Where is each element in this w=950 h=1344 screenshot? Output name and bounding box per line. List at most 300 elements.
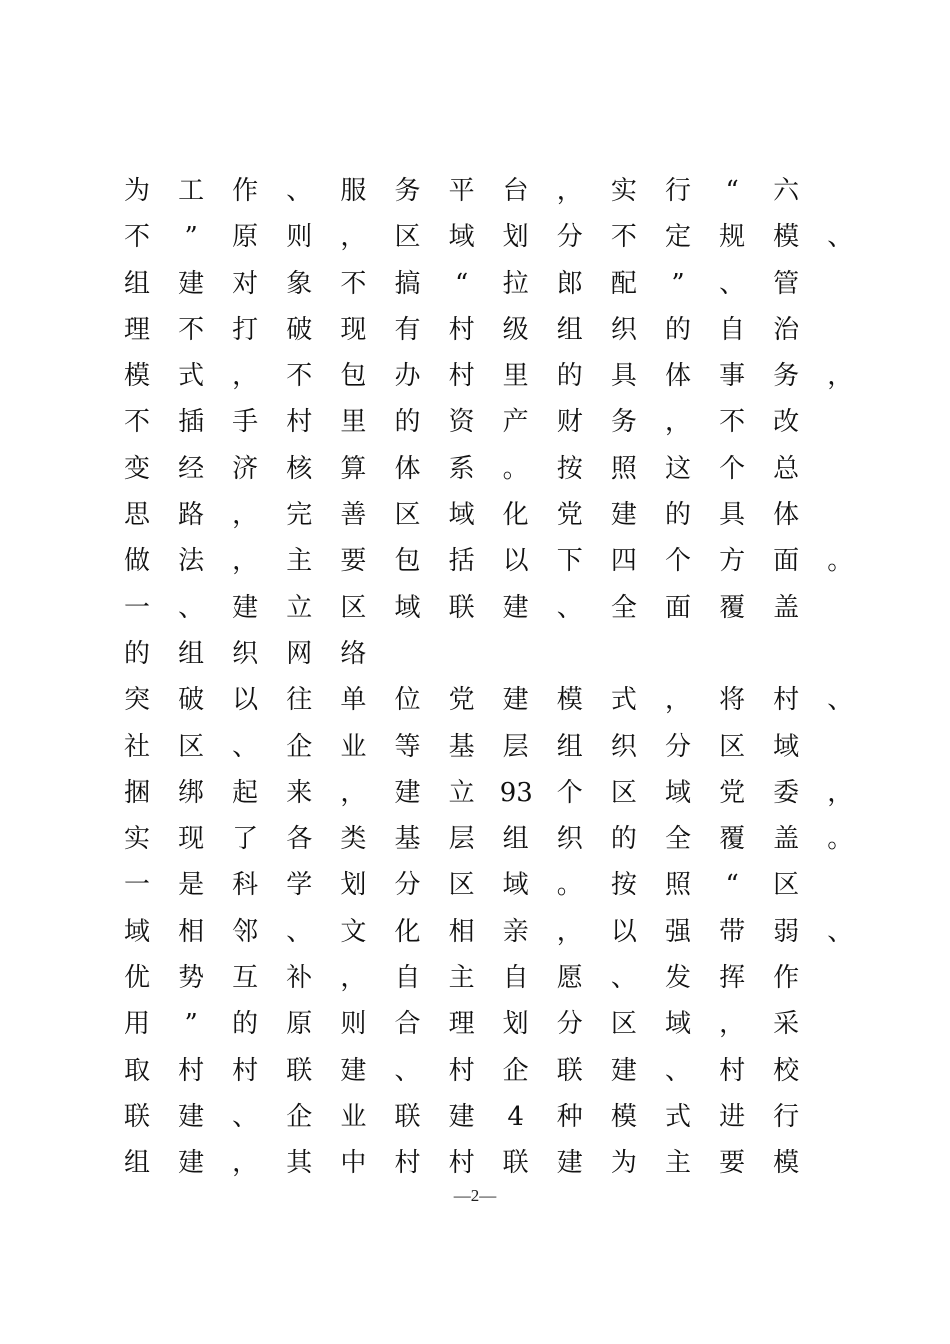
text-line — [0, 816, 950, 862]
text-glyph: ， — [232, 361, 259, 392]
text-line — [0, 538, 950, 584]
text-glyph: 有 — [394, 314, 421, 345]
text-glyph: 基 — [394, 824, 421, 855]
text-line — [0, 909, 950, 955]
text-glyph: 不 — [610, 222, 637, 253]
text-glyph: 单 — [340, 685, 367, 716]
text-glyph: 务 — [773, 361, 800, 392]
text-glyph: ” — [184, 1009, 198, 1040]
text-glyph: ” — [671, 268, 685, 299]
text-glyph: 管 — [773, 268, 800, 299]
text-glyph: 、 — [394, 1055, 421, 1086]
text-glyph: 式 — [664, 1101, 691, 1132]
text-glyph: ， — [556, 176, 583, 206]
page-number: —2— — [453, 1186, 497, 1205]
text-line — [0, 1094, 950, 1140]
text-glyph: 织 — [556, 824, 583, 855]
text-glyph: 组 — [123, 268, 150, 299]
text-glyph: 挥 — [719, 963, 746, 994]
text-glyph: 、 — [232, 731, 259, 762]
text-glyph: 资 — [448, 407, 475, 438]
text-glyph: 、 — [178, 592, 205, 623]
text-glyph: 域 — [448, 500, 475, 531]
text-line — [0, 770, 950, 816]
text-glyph: 的 — [664, 314, 691, 345]
text-glyph: 按 — [610, 870, 637, 901]
text-glyph: 实 — [123, 824, 150, 855]
text-glyph: 服 — [340, 176, 367, 206]
text-glyph: 个 — [556, 777, 583, 808]
text-glyph: 、 — [286, 176, 313, 206]
text-glyph: 党 — [448, 685, 475, 716]
text-glyph: 用 — [123, 1009, 150, 1040]
text-glyph: 、 — [827, 916, 854, 947]
text-glyph: 路 — [178, 500, 205, 531]
text-glyph: ， — [827, 777, 854, 808]
text-glyph: 四 — [610, 546, 637, 577]
text-glyph: 主 — [286, 546, 313, 577]
text-glyph: ， — [664, 407, 691, 438]
text-glyph: 不 — [178, 314, 205, 345]
text-glyph: 相 — [178, 916, 205, 947]
text-glyph: 发 — [664, 963, 691, 994]
text-glyph: 文 — [340, 916, 367, 947]
text-glyph: 手 — [232, 407, 259, 438]
text-glyph: 建 — [610, 500, 637, 531]
text-glyph: 做 — [123, 546, 150, 577]
text-glyph: 模 — [610, 1101, 637, 1132]
text-glyph: 系 — [448, 453, 475, 484]
text-glyph: 是 — [178, 870, 205, 901]
body-text — [0, 168, 950, 1187]
text-glyph: 势 — [178, 963, 205, 994]
text-glyph: 种 — [556, 1101, 583, 1132]
text-glyph: 域 — [664, 1009, 691, 1040]
text-glyph: 总 — [773, 453, 800, 484]
text-glyph: 务 — [394, 176, 421, 206]
text-glyph: 村 — [448, 1148, 475, 1179]
text-glyph: ， — [827, 361, 854, 392]
text-glyph: 的 — [664, 500, 691, 531]
text-glyph: 组 — [178, 638, 205, 669]
text-glyph: 一 — [123, 592, 150, 623]
text-glyph: 原 — [286, 1009, 313, 1040]
text-glyph: 、 — [827, 685, 854, 716]
text-glyph: ， — [556, 916, 583, 947]
text-glyph: 的 — [232, 1009, 259, 1040]
text-glyph: 村 — [286, 407, 313, 438]
text-glyph: 来 — [286, 777, 313, 808]
text-glyph: 个 — [719, 453, 746, 484]
text-glyph: 破 — [286, 314, 313, 345]
text-glyph: 区 — [719, 731, 746, 762]
text-glyph: 照 — [664, 870, 691, 901]
text-glyph: 全 — [664, 824, 691, 855]
text-line — [0, 862, 950, 908]
text-glyph: 取 — [123, 1055, 150, 1086]
text-glyph: 则 — [286, 222, 313, 253]
text-glyph: 网 — [286, 638, 313, 669]
text-glyph: 联 — [394, 1101, 421, 1132]
text-glyph: 拉 — [502, 268, 529, 299]
text-glyph: 经 — [178, 453, 205, 484]
text-glyph: 模 — [773, 1148, 800, 1179]
text-glyph: 建 — [502, 592, 529, 623]
text-glyph: 下 — [556, 546, 583, 577]
text-glyph: 核 — [286, 453, 313, 484]
text-glyph: ， — [232, 546, 259, 577]
text-glyph: 区 — [610, 777, 637, 808]
text-glyph: 划 — [502, 1009, 529, 1040]
text-glyph: 算 — [340, 453, 367, 484]
text-glyph: 组 — [556, 731, 583, 762]
text-glyph: 亲 — [502, 916, 529, 947]
text-glyph: 对 — [232, 268, 259, 299]
text-glyph: 面 — [773, 546, 800, 577]
text-glyph: 学 — [286, 870, 313, 901]
text-glyph: 突 — [123, 685, 150, 716]
text-line — [0, 307, 950, 353]
text-glyph: 建 — [610, 1055, 637, 1086]
text-glyph: 体 — [664, 361, 691, 392]
text-glyph: 相 — [448, 916, 475, 947]
text-glyph: 办 — [394, 361, 421, 392]
text-glyph: ， — [340, 777, 367, 808]
text-glyph: 、 — [827, 222, 854, 253]
text-glyph: 、 — [664, 1055, 691, 1086]
text-glyph: 弱 — [773, 916, 800, 947]
text-glyph: 联 — [502, 1148, 529, 1179]
text-glyph: 区 — [773, 870, 800, 901]
text-glyph: 立 — [448, 777, 475, 808]
text-glyph: 则 — [340, 1009, 367, 1040]
text-glyph: 党 — [556, 500, 583, 531]
text-glyph: 平 — [448, 176, 475, 206]
text-glyph: ， — [232, 1148, 259, 1179]
text-glyph: ， — [719, 1009, 746, 1040]
text-line — [0, 446, 950, 492]
text-glyph: 覆 — [719, 824, 746, 855]
text-glyph: 的 — [394, 407, 421, 438]
text-glyph: 等 — [394, 731, 421, 762]
text-glyph: 络 — [340, 638, 367, 669]
text-glyph: 中 — [340, 1148, 367, 1179]
text-glyph: 、 — [232, 1101, 259, 1132]
text-glyph: 区 — [340, 592, 367, 623]
text-glyph: 村 — [448, 1055, 475, 1086]
text-glyph: 具 — [719, 500, 746, 531]
text-glyph: 务 — [610, 407, 637, 438]
text-glyph: 现 — [340, 314, 367, 345]
text-glyph: 行 — [664, 176, 691, 206]
text-glyph: ， — [340, 963, 367, 994]
text-glyph: 强 — [664, 916, 691, 947]
text-glyph: 行 — [773, 1101, 800, 1132]
text-glyph: 建 — [178, 268, 205, 299]
text-glyph: 济 — [232, 453, 259, 484]
text-glyph: ” — [184, 222, 198, 253]
text-glyph: 产 — [502, 407, 529, 438]
text-glyph: 盖 — [773, 592, 800, 623]
text-line — [0, 955, 950, 1001]
text-line — [0, 1001, 950, 1047]
text-glyph: 为 — [610, 1148, 637, 1179]
text-glyph: 合 — [394, 1009, 421, 1040]
text-line — [0, 1140, 950, 1186]
text-glyph: 区 — [610, 1009, 637, 1040]
text-glyph: 联 — [556, 1055, 583, 1086]
text-glyph: 思 — [123, 500, 150, 531]
text-glyph: 愿 — [556, 963, 583, 994]
text-glyph: ， — [664, 685, 691, 716]
text-glyph: 联 — [286, 1055, 313, 1086]
text-glyph: 自 — [502, 963, 529, 994]
text-glyph: 以 — [502, 546, 529, 577]
text-glyph: 分 — [664, 731, 691, 762]
text-glyph: 要 — [340, 546, 367, 577]
text-glyph: 优 — [123, 963, 150, 994]
text-glyph: 式 — [610, 685, 637, 716]
text-glyph: 破 — [178, 685, 205, 716]
text-glyph: 村 — [394, 1148, 421, 1179]
text-glyph: 化 — [394, 916, 421, 947]
text-glyph: 层 — [502, 731, 529, 762]
text-glyph: 建 — [340, 1055, 367, 1086]
text-glyph: 。 — [502, 453, 529, 484]
text-line — [0, 214, 950, 260]
text-glyph: 的 — [610, 824, 637, 855]
text-line — [0, 399, 950, 445]
text-glyph: 现 — [178, 824, 205, 855]
text-glyph: 业 — [340, 1101, 367, 1132]
text-glyph: 六 — [773, 176, 800, 206]
text-glyph: 捆 — [123, 777, 150, 808]
text-glyph: 一 — [123, 870, 150, 901]
text-glyph: ， — [340, 222, 367, 253]
text-line — [0, 1048, 950, 1094]
text-glyph: 起 — [232, 777, 259, 808]
text-glyph: 业 — [340, 731, 367, 762]
text-glyph: 、 — [286, 916, 313, 947]
text-glyph: 象 — [286, 268, 313, 299]
text-glyph: 配 — [610, 268, 637, 299]
text-glyph: 域 — [664, 777, 691, 808]
text-glyph: 事 — [719, 361, 746, 392]
text-line — [0, 677, 950, 723]
text-glyph: 联 — [123, 1101, 150, 1132]
text-glyph: 往 — [286, 685, 313, 716]
text-glyph: 93 — [499, 777, 533, 808]
text-glyph: 区 — [394, 500, 421, 531]
text-glyph: 以 — [232, 685, 259, 716]
text-glyph: 包 — [340, 361, 367, 392]
text-glyph: 照 — [610, 453, 637, 484]
text-glyph: 实 — [610, 176, 637, 206]
text-glyph: 要 — [719, 1148, 746, 1179]
text-glyph: 区 — [178, 731, 205, 762]
text-glyph: 理 — [448, 1009, 475, 1040]
text-glyph: 不 — [340, 268, 367, 299]
text-glyph: 邻 — [232, 916, 259, 947]
text-glyph: 域 — [502, 870, 529, 901]
text-glyph: 织 — [232, 638, 259, 669]
text-glyph: 完 — [286, 500, 313, 531]
text-glyph: 化 — [502, 500, 529, 531]
text-glyph: 村 — [232, 1055, 259, 1086]
text-glyph: 织 — [610, 314, 637, 345]
text-glyph: 建 — [178, 1101, 205, 1132]
text-glyph: 理 — [123, 314, 150, 345]
text-glyph: 将 — [719, 685, 746, 716]
text-glyph: 村 — [773, 685, 800, 716]
text-glyph: 模 — [556, 685, 583, 716]
text-glyph: 。 — [827, 546, 854, 577]
text-glyph: 里 — [340, 407, 367, 438]
text-glyph: 原 — [232, 222, 259, 253]
text-glyph: 具 — [610, 361, 637, 392]
text-glyph: 补 — [286, 963, 313, 994]
text-glyph: 党 — [719, 777, 746, 808]
text-glyph: 建 — [556, 1148, 583, 1179]
text-glyph: 台 — [502, 176, 529, 206]
text-glyph: 划 — [340, 870, 367, 901]
text-glyph: 变 — [123, 453, 150, 484]
text-glyph: 织 — [610, 731, 637, 762]
text-glyph: 建 — [178, 1148, 205, 1179]
text-glyph: 的 — [123, 638, 150, 669]
text-glyph: 主 — [448, 963, 475, 994]
text-glyph: 基 — [448, 731, 475, 762]
text-line — [0, 724, 950, 770]
text-glyph: 建 — [232, 592, 259, 623]
text-glyph: 这 — [664, 453, 691, 484]
text-glyph: 按 — [556, 453, 583, 484]
text-glyph: 村 — [448, 361, 475, 392]
text-glyph: 包 — [394, 546, 421, 577]
text-glyph: 带 — [719, 916, 746, 947]
text-glyph: 分 — [394, 870, 421, 901]
text-glyph: 法 — [178, 546, 205, 577]
text-glyph: ， — [232, 500, 259, 531]
text-glyph: 规 — [719, 222, 746, 253]
text-glyph: 分 — [556, 222, 583, 253]
text-glyph: 郎 — [556, 268, 583, 299]
text-glyph: 个 — [664, 546, 691, 577]
text-glyph: 其 — [286, 1148, 313, 1179]
text-glyph: 括 — [448, 546, 475, 577]
text-glyph: 建 — [394, 777, 421, 808]
text-glyph: 工 — [178, 176, 205, 206]
text-glyph: 打 — [232, 314, 259, 345]
text-glyph: 各 — [286, 824, 313, 855]
text-glyph: 划 — [502, 222, 529, 253]
text-glyph: 组 — [502, 824, 529, 855]
text-glyph: “ — [454, 268, 469, 299]
text-glyph: 4 — [507, 1101, 524, 1132]
text-glyph: 、 — [719, 268, 746, 299]
text-glyph: 式 — [178, 361, 205, 392]
text-glyph: 位 — [394, 685, 421, 716]
text-glyph: 覆 — [719, 592, 746, 623]
text-glyph: 联 — [448, 592, 475, 623]
text-glyph: 采 — [773, 1009, 800, 1040]
text-glyph: 模 — [123, 361, 150, 392]
text-glyph: 级 — [502, 314, 529, 345]
text-glyph: 企 — [286, 731, 313, 762]
text-glyph: 方 — [719, 546, 746, 577]
text-glyph: 委 — [773, 777, 800, 808]
text-glyph: 、 — [556, 592, 583, 623]
heading-line — [0, 585, 950, 631]
text-glyph: 模 — [773, 222, 800, 253]
text-glyph: 盖 — [773, 824, 800, 855]
text-glyph: 善 — [340, 500, 367, 531]
text-glyph: 域 — [448, 222, 475, 253]
text-glyph: 定 — [664, 222, 691, 253]
text-glyph: 不 — [123, 407, 150, 438]
text-glyph: 面 — [664, 592, 691, 623]
text-glyph: 的 — [556, 361, 583, 392]
text-glyph: 自 — [394, 963, 421, 994]
text-glyph: 作 — [773, 963, 800, 994]
text-glyph: 治 — [773, 314, 800, 345]
text-glyph: 主 — [664, 1148, 691, 1179]
text-glyph: 自 — [719, 314, 746, 345]
text-glyph: 体 — [394, 453, 421, 484]
text-glyph: “ — [725, 176, 739, 206]
text-glyph: 区 — [394, 222, 421, 253]
text-glyph: 不 — [123, 222, 150, 253]
text-glyph: 村 — [178, 1055, 205, 1086]
text-glyph: 里 — [502, 361, 529, 392]
text-glyph: 企 — [502, 1055, 529, 1086]
text-glyph: 域 — [773, 731, 800, 762]
text-glyph: 区 — [448, 870, 475, 901]
text-glyph: 立 — [286, 592, 313, 623]
text-glyph: 互 — [232, 963, 259, 994]
text-line — [0, 353, 950, 399]
text-line — [0, 168, 950, 214]
text-glyph: 全 — [610, 592, 637, 623]
text-glyph: 不 — [286, 361, 313, 392]
text-glyph: 以 — [610, 916, 637, 947]
text-glyph: 域 — [123, 916, 150, 947]
text-glyph: 插 — [178, 407, 205, 438]
heading-line — [0, 631, 950, 677]
text-glyph: 类 — [340, 824, 367, 855]
text-glyph: 企 — [286, 1101, 313, 1132]
text-glyph: 村 — [448, 314, 475, 345]
text-glyph: 域 — [394, 592, 421, 623]
text-glyph: 组 — [123, 1148, 150, 1179]
text-glyph: 。 — [827, 824, 854, 855]
text-glyph: 体 — [773, 500, 800, 531]
text-glyph: 了 — [232, 824, 259, 855]
text-glyph: 社 — [123, 731, 150, 762]
text-line — [0, 492, 950, 538]
text-glyph: 村 — [719, 1055, 746, 1086]
text-glyph: 改 — [773, 407, 800, 438]
text-glyph: 绑 — [178, 777, 205, 808]
text-glyph: 搞 — [394, 268, 421, 299]
text-glyph: 分 — [556, 1009, 583, 1040]
text-line — [0, 261, 950, 307]
text-glyph: 组 — [556, 314, 583, 345]
text-glyph: 层 — [448, 824, 475, 855]
text-glyph: 进 — [719, 1101, 746, 1132]
text-glyph: 不 — [719, 407, 746, 438]
text-glyph: 为 — [123, 176, 150, 206]
